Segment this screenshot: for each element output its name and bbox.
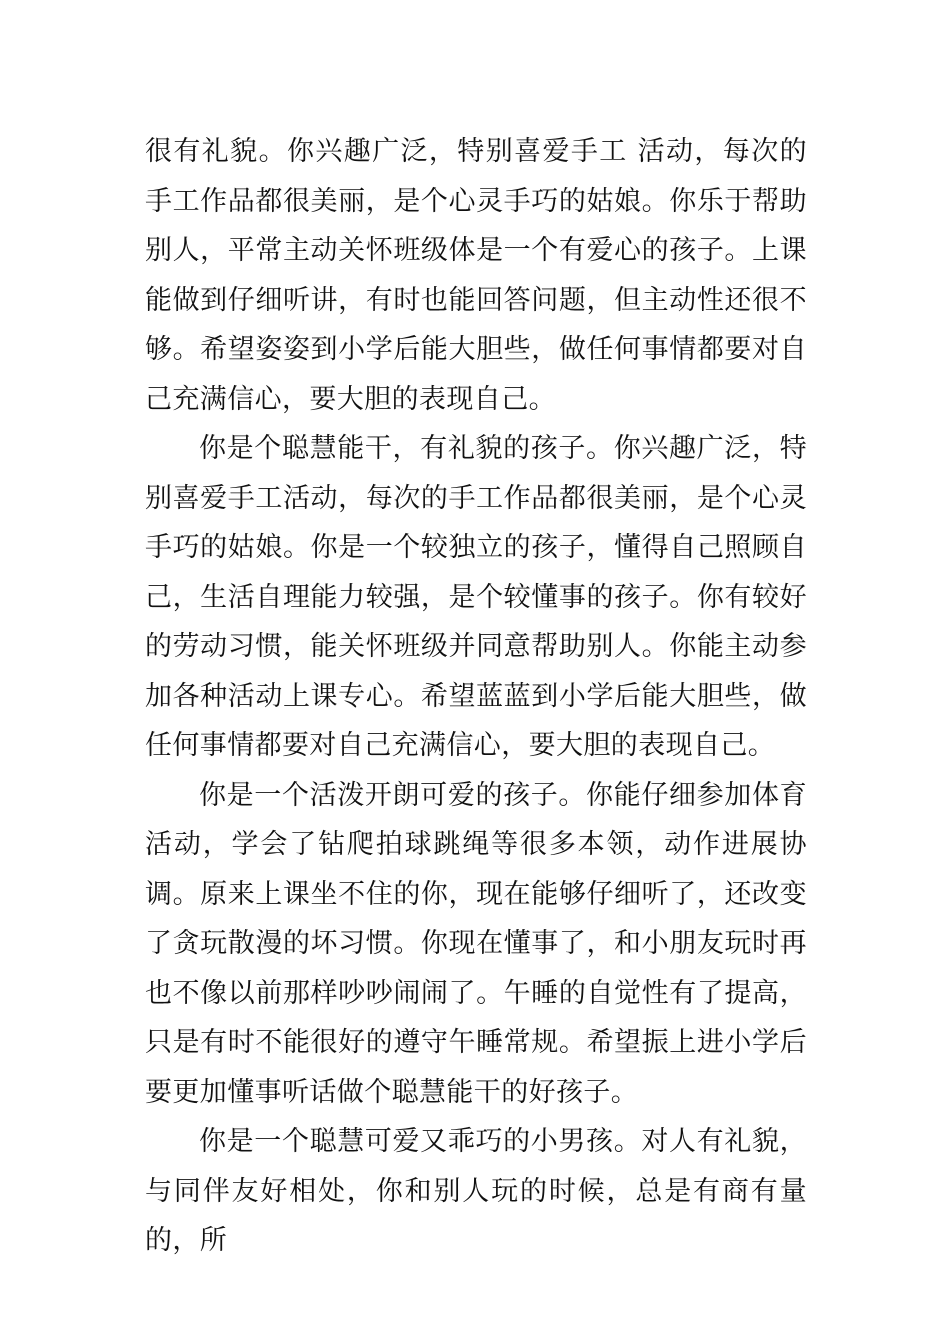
paragraph-4: 你是一个聪慧可爱又乖巧的小男孩。对人有礼貌，与同伴友好相处，你和别人玩的时候，总是有商有量的，所: [145, 1126, 807, 1256]
paragraph-1: 很有礼貌。你兴趣广泛，特别喜爱手工 活动，每次的手工作品都很美丽，是个心灵手巧的姑娘。你乐于帮助别人，平常主动关怀班级体是一个有爱心的孩子。上课能做到仔细听讲，有时也能回答问题，但主动性还很不够。希望姿姿到小学后能大胆些，做任何事情都要对自己充满信心，要大胆的表现自己。: [145, 136, 807, 415]
document-page: [145, 127, 807, 1266]
paragraph-2: 你是个聪慧能干，有礼貌的孩子。你兴趣广泛，特别喜爱手工活动，每次的手工作品都很美丽，是个心灵手巧的姑娘。你是一个较独立的孩子，懂得自己照顾自己，生活自理能力较强，是个较懂事的孩子。你有较好的劳动习惯，能关怀班级并同意帮助别人。你能主动参加各种活动上课专心。希望蓝蓝到小学后能大胆些，做任何事情都要对自己充满信心，要大胆的表现自己。: [145, 433, 807, 761]
paragraph-3: 你是一个活泼开朗可爱的孩子。你能仔细参加体育活动，学会了钻爬拍球跳绳等很多本领，动作进展协调。原来上课坐不住的你，现在能够仔细听了，还改变了贪玩散漫的坏习惯。你现在懂事了，和小朋友玩时再也不像以前那样吵吵闹闹了。午睡的自觉性有了提高，只是有时不能很好的遵守午睡常规。希望振上进小学后要更加懂事听话做个聪慧能干的好孩子。: [145, 779, 807, 1108]
